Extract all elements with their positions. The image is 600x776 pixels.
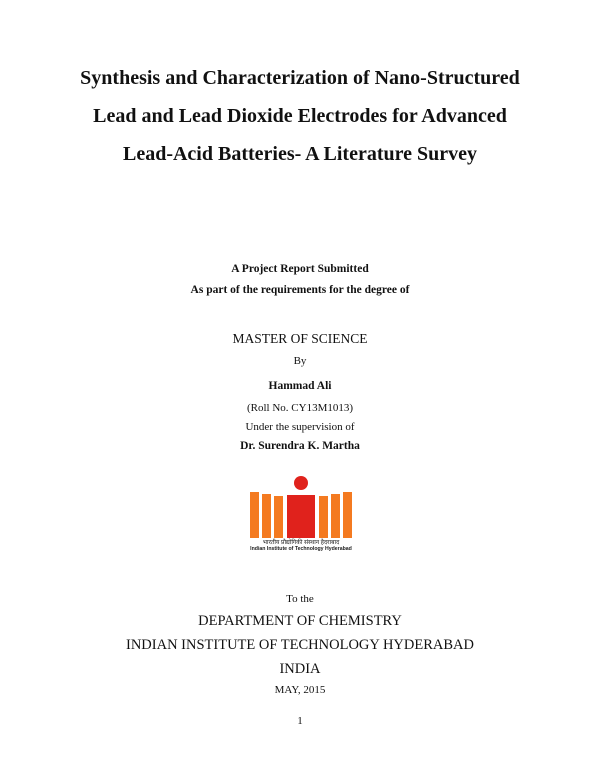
author-name: Hammad Ali (268, 380, 332, 392)
recipient-to: To the (286, 593, 314, 605)
logo-bar (319, 496, 328, 538)
degree-name: MASTER OF SCIENCE (232, 331, 368, 346)
logo-bar (287, 495, 315, 538)
logo-bar (331, 494, 340, 538)
submission-line-2: As part of the requirements for the degree of (190, 284, 410, 296)
author-roll-number: (Roll No. CY13M1013) (246, 402, 354, 414)
title-line-3: Lead-Acid Batteries- A Literature Survey (122, 143, 477, 165)
page-number: 1 (297, 715, 303, 727)
iith-logo (242, 470, 360, 556)
title-line-1: Synthesis and Characterization of Nano-Structured (80, 67, 520, 89)
submission-line-1: A Project Report Submitted (231, 263, 369, 275)
submission-date: MAY, 2015 (274, 684, 326, 696)
supervisor-name: Dr. Surendra K. Martha (240, 440, 360, 452)
logo-bar (250, 492, 259, 538)
supervision-label: Under the supervision of (245, 421, 355, 433)
recipient-country: INDIA (279, 661, 321, 677)
logo-english-text: Indian Institute of Technology Hyderabad (250, 546, 352, 552)
by-label: By (293, 355, 307, 367)
logo-hindi-text: भारतीय प्रौद्योगिकी संस्थान हैदराबाद (262, 540, 340, 546)
recipient-institute: INDIAN INSTITUTE OF TECHNOLOGY HYDERABAD (126, 637, 474, 653)
logo-bar (274, 496, 283, 538)
logo-dot (294, 476, 308, 490)
logo-bar (343, 492, 352, 538)
title-line-2: Lead and Lead Dioxide Electrodes for Advanced (93, 105, 507, 127)
logo-bar (262, 494, 271, 538)
recipient-department: DEPARTMENT OF CHEMISTRY (198, 613, 402, 629)
